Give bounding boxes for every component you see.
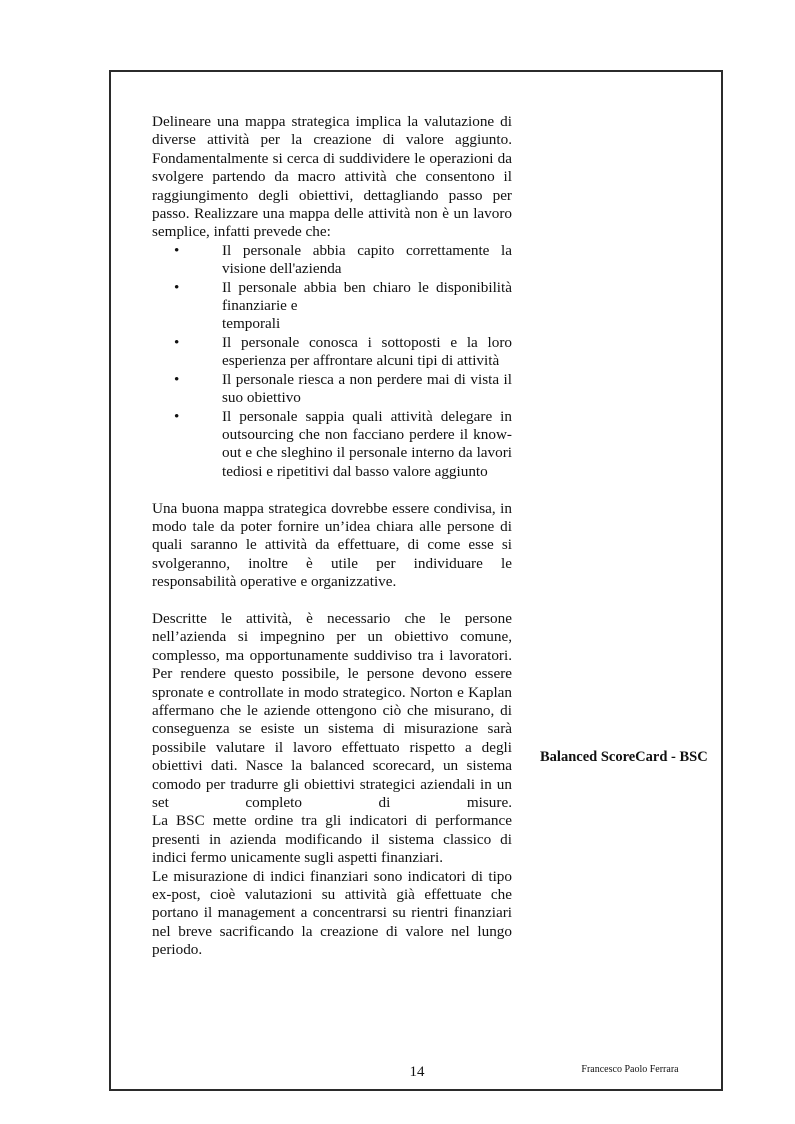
list-item-text: Il personale riesca a non perdere mai di vista il suo obiettivo [222, 370, 512, 407]
list-item [152, 334, 512, 371]
list-item [152, 408, 512, 482]
list-item [152, 242, 512, 279]
strategic-map-paragraph: Una buona mappa strategica dovrebbe essere condivisa, in modo tale da poter fornire un’idea chiara alle persone di quali saranno le attività da effettuare, di come esse si svolgeranno, inoltre è utile per individuare le responsabilità operative e organizzative. [152, 499, 512, 591]
author-name: Francesco Paolo Ferrara [581, 1064, 679, 1075]
financial-indices-paragraph: Le misurazione di indici finanziari sono indicatori di tipo ex-post, cioè valutazioni su attività già effettuate che portano il management a concentrarsi su rientri finanziari nel breve sacrificando la creazione di valore nel lungo periodo. [152, 867, 512, 959]
list-item-text: Il personale abbia capito correttamente la visione dell'azienda [222, 241, 512, 278]
intro-paragraph: Delineare una mappa strategica implica la valutazione di diverse attività per la creazione di valore aggiunto. Fondamentalmente si cerca di suddividere le operazioni da svolgere partendo da macro attività che consentono il raggiungimento degli obiettivi, dettagliando passo per passo. Realizzare una mappa delle attività non è un lavoro semplice, infatti prevede che: [152, 113, 512, 241]
measurement-paragraph: Descritte le attività, è necessario che le persone nell’azienda si impegnino per un obiettivo comune, complesso, ma opportunamente suddiviso tra i lavoratori. Per rendere questo possibile, le persone devono essere spronate e controllate in modo strategico. Norton e Kaplan affermano che le aziende ottengono ciò che misurano, di conseguenza se esiste un sistema di misurazione sarà possibile valutare il lavoro effettuato rispetto a degli obiettivi dati. Nasce la balanced scorecard, un sistema comodo per tradurre gli obiettivi strategici aziendali in un set completo di misure. [152, 609, 512, 811]
bullet-icon: • [174, 370, 180, 388]
paragraph-spacer [152, 481, 512, 499]
list-item-text: Il personale abbia ben chiaro le disponibilità finanziarie e [222, 278, 512, 315]
main-text-column [152, 113, 512, 960]
bullet-icon: • [174, 407, 180, 425]
bsc-order-paragraph: La BSC mette ordine tra gli indicatori di performance presenti in azienda modificando il sistema classico di indici fermo unicamente sugli aspetti finanziari. [152, 812, 512, 867]
bullet-icon: • [174, 333, 180, 351]
paragraph-spacer [152, 592, 512, 610]
bullet-icon: • [174, 241, 180, 259]
list-item-text: temporali [222, 315, 281, 333]
requirements-list [152, 242, 512, 481]
list-item-text: Il personale sappia quali attività delegare in outsourcing che non facciano perdere il know-out e che sleghino il personale interno da lavori tediosi e ripetitivi dal basso valore aggiunto [222, 407, 512, 480]
list-item [152, 279, 512, 316]
list-item-text: Il personale conosca i sottoposti e la loro esperienza per affrontare alcuni tipi di attività [222, 333, 512, 370]
bullet-icon: • [174, 278, 180, 296]
sidebar-section-title: Balanced ScoreCard - BSC [540, 749, 708, 765]
list-item [152, 371, 512, 408]
list-item-continuation [152, 315, 512, 333]
page-number: 14 [409, 1064, 425, 1080]
